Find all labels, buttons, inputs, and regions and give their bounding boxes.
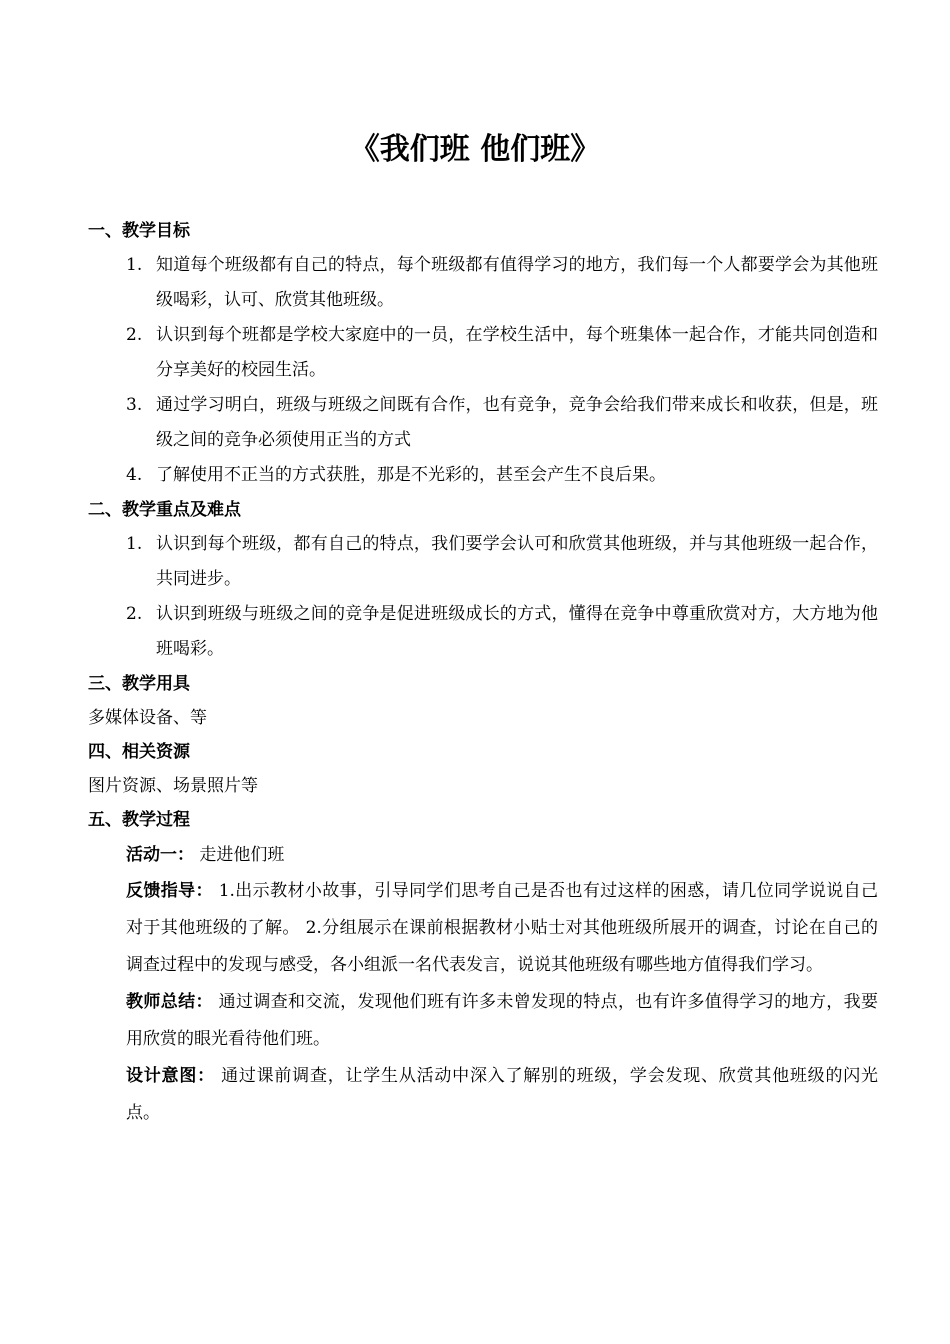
section-text-tools: 多媒体设备、等 (88, 708, 207, 728)
list-item (88, 597, 878, 667)
section-heading-process: 五、教学过程 (88, 810, 190, 830)
activity-paragraph (126, 837, 878, 873)
document-title: 《我们班 他们班》 (349, 132, 601, 167)
list-item (88, 527, 878, 597)
list-number: 4. (126, 465, 143, 485)
section-text-resources: 图片资源、场景照片等 (88, 776, 258, 796)
feedback-text: 1.出示教材小故事，引导同学们思考自己是否也有过这样的困惑，请几位同学说说自己对于其他班级的了解。 2.分组展示在课前根据教材小贴士对其他班级所展开的调查，讨论在自己的调查过程中的发现与感受，各小组派一名代表发言，说说其他班级有哪些地方值得我们学习。 (126, 881, 879, 975)
list-number: 1. (126, 255, 143, 275)
summary-label: 教师总结： (126, 992, 213, 1012)
list-text: 认识到班级与班级之间的竞争是促进班级成长的方式，懂得在竞争中尊重欣赏对方，大方地为他班喝彩。 (156, 604, 878, 659)
section-heading-resources: 四、相关资源 (88, 742, 190, 762)
list-number: 2. (126, 325, 143, 345)
list-text: 通过学习明白，班级与班级之间既有合作，也有竞争，竞争会给我们带来成长和收获，但是，班级之间的竞争必须使用正当的方式 (156, 395, 878, 450)
list-item (88, 458, 878, 493)
section-heading-objectives: 一、教学目标 (88, 221, 190, 241)
list-item (88, 248, 878, 318)
section-heading-tools: 三、教学用具 (88, 674, 190, 694)
design-paragraph (126, 1058, 878, 1132)
activity-label: 活动一： (126, 845, 194, 865)
activity-text: 走进他们班 (199, 845, 285, 865)
summary-text: 通过调查和交流，发现他们班有许多未曾发现的特点，也有许多值得学习的地方，我要用欣赏的眼光看待他们班。 (126, 992, 879, 1049)
list-number: 3. (126, 395, 143, 415)
list-number: 2. (126, 604, 143, 624)
feedback-label: 反馈指导： (126, 881, 213, 901)
list-item (88, 388, 878, 458)
design-label: 设计意图： (126, 1066, 215, 1086)
design-text: 通过课前调查，让学生从活动中深入了解别的班级，学会发现、欣赏其他班级的闪光点。 (126, 1066, 879, 1123)
summary-paragraph (126, 984, 878, 1058)
list-text: 认识到每个班都是学校大家庭中的一员，在学校生活中，每个班集体一起合作，才能共同创造和分享美好的校园生活。 (156, 325, 878, 380)
feedback-paragraph (126, 873, 878, 984)
list-text: 了解使用不正当的方式获胜，那是不光彩的，甚至会产生不良后果。 (156, 465, 666, 485)
document-body (88, 214, 878, 1132)
list-text: 认识到每个班级，都有自己的特点，我们要学会认可和欣赏其他班级，并与其他班级一起合作，共同进步。 (156, 534, 878, 589)
list-text: 知道每个班级都有自己的特点，每个班级都有值得学习的地方，我们每一个人都要学会为其他班级喝彩，认可、欣赏其他班级。 (156, 255, 878, 310)
list-item (88, 318, 878, 388)
list-number: 1. (126, 534, 143, 554)
section-heading-key-points: 二、教学重点及难点 (88, 500, 241, 520)
